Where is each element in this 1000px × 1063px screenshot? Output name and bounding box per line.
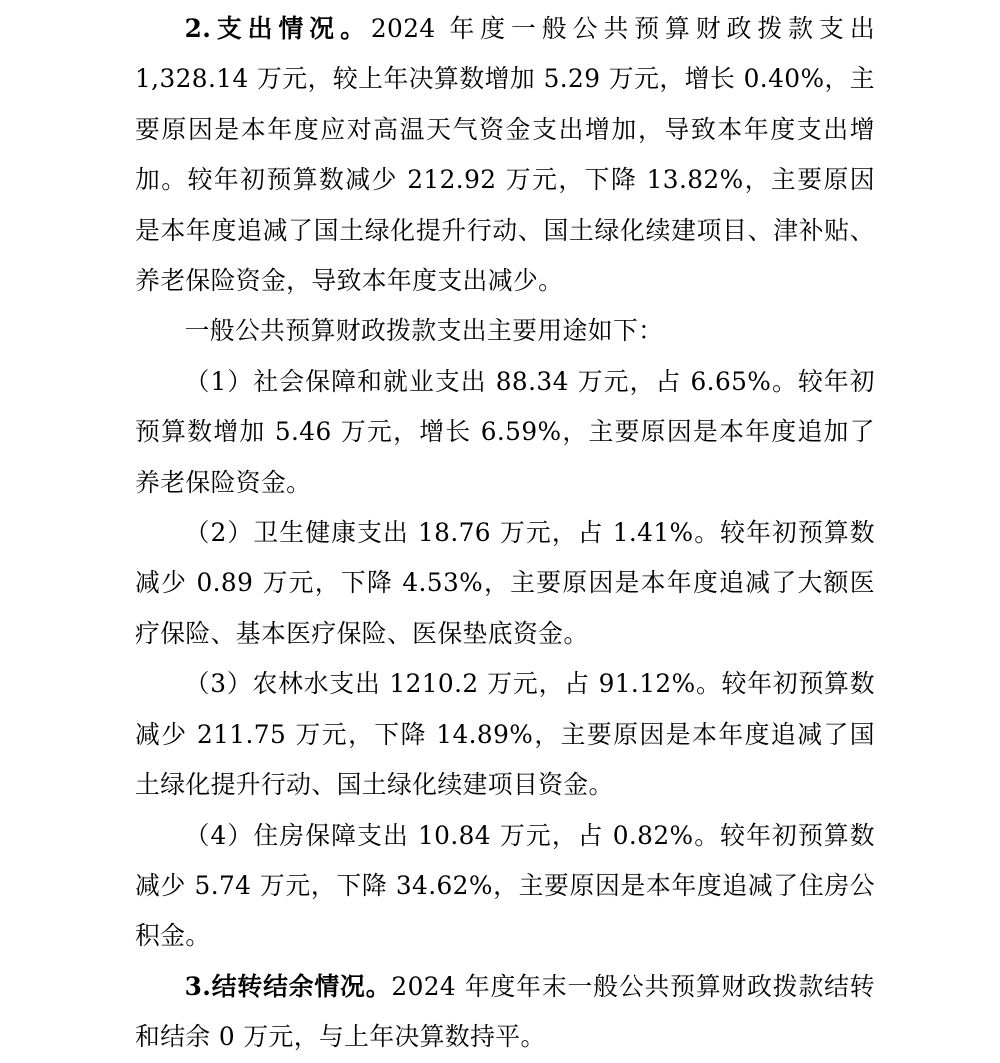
section-2-paragraph: [135, 4, 875, 306]
section-2-heading: 2.支出情况。: [184, 14, 371, 43]
item-health-paragraph: （2）卫生健康支出 18.76 万元，占 1.41%。较年初预算数减少 0.89 万元，下降 4.53%，主要原因是本年度追减了大额医疗保险、基本医疗保险、医保垫底资金。: [135, 518, 875, 648]
item-agriculture-paragraph: （3）农林水支出 1210.2 万元，占 91.12%。较年初预算数减少 211.75 万元，下降 14.89%，主要原因是本年度追减了国土绿化提升行动、国土绿化续建项目资金。: [135, 669, 875, 800]
section-3-text: 2024 年度年末一般公共预算财政拨款结转和结余 0 万元，与上年决算数持平。: [135, 971, 875, 1052]
uses-intro-paragraph: 一般公共预算财政拨款支出主要用途如下：: [184, 316, 664, 346]
item-housing-paragraph: （4）住房保障支出 10.84 万元，占 0.82%。较年初预算数减少 5.74 万元，下降 34.62%，主要原因是本年度追减了住房公积金。: [135, 820, 875, 951]
section-2-text: 2024 年度一般公共预算财政拨款支出 1,328.14 万元，较上年决算数增加 5.29 万元，增长 0.40%，主要原因是本年度应对高温天气资金支出增加，导致本年度支出增加。较年初预算数减少 212.92 万元，下降 13.82%，主要原因是本年度追减了国土绿化提升行动、国土绿化续建项目、津补贴、养老保险资金，导致本年度支出减少。: [135, 14, 876, 296]
item-social-security-paragraph: （1）社会保障和就业支出 88.34 万元，占 6.65%。较年初预算数增加 5.46 万元，增长 6.59%，主要原因是本年度追加了养老保险资金。: [135, 366, 875, 497]
section-3-heading: 3.结转结余情况。: [184, 971, 392, 1001]
section-3-paragraph: [135, 962, 875, 1063]
document-page: [135, 4, 875, 1063]
